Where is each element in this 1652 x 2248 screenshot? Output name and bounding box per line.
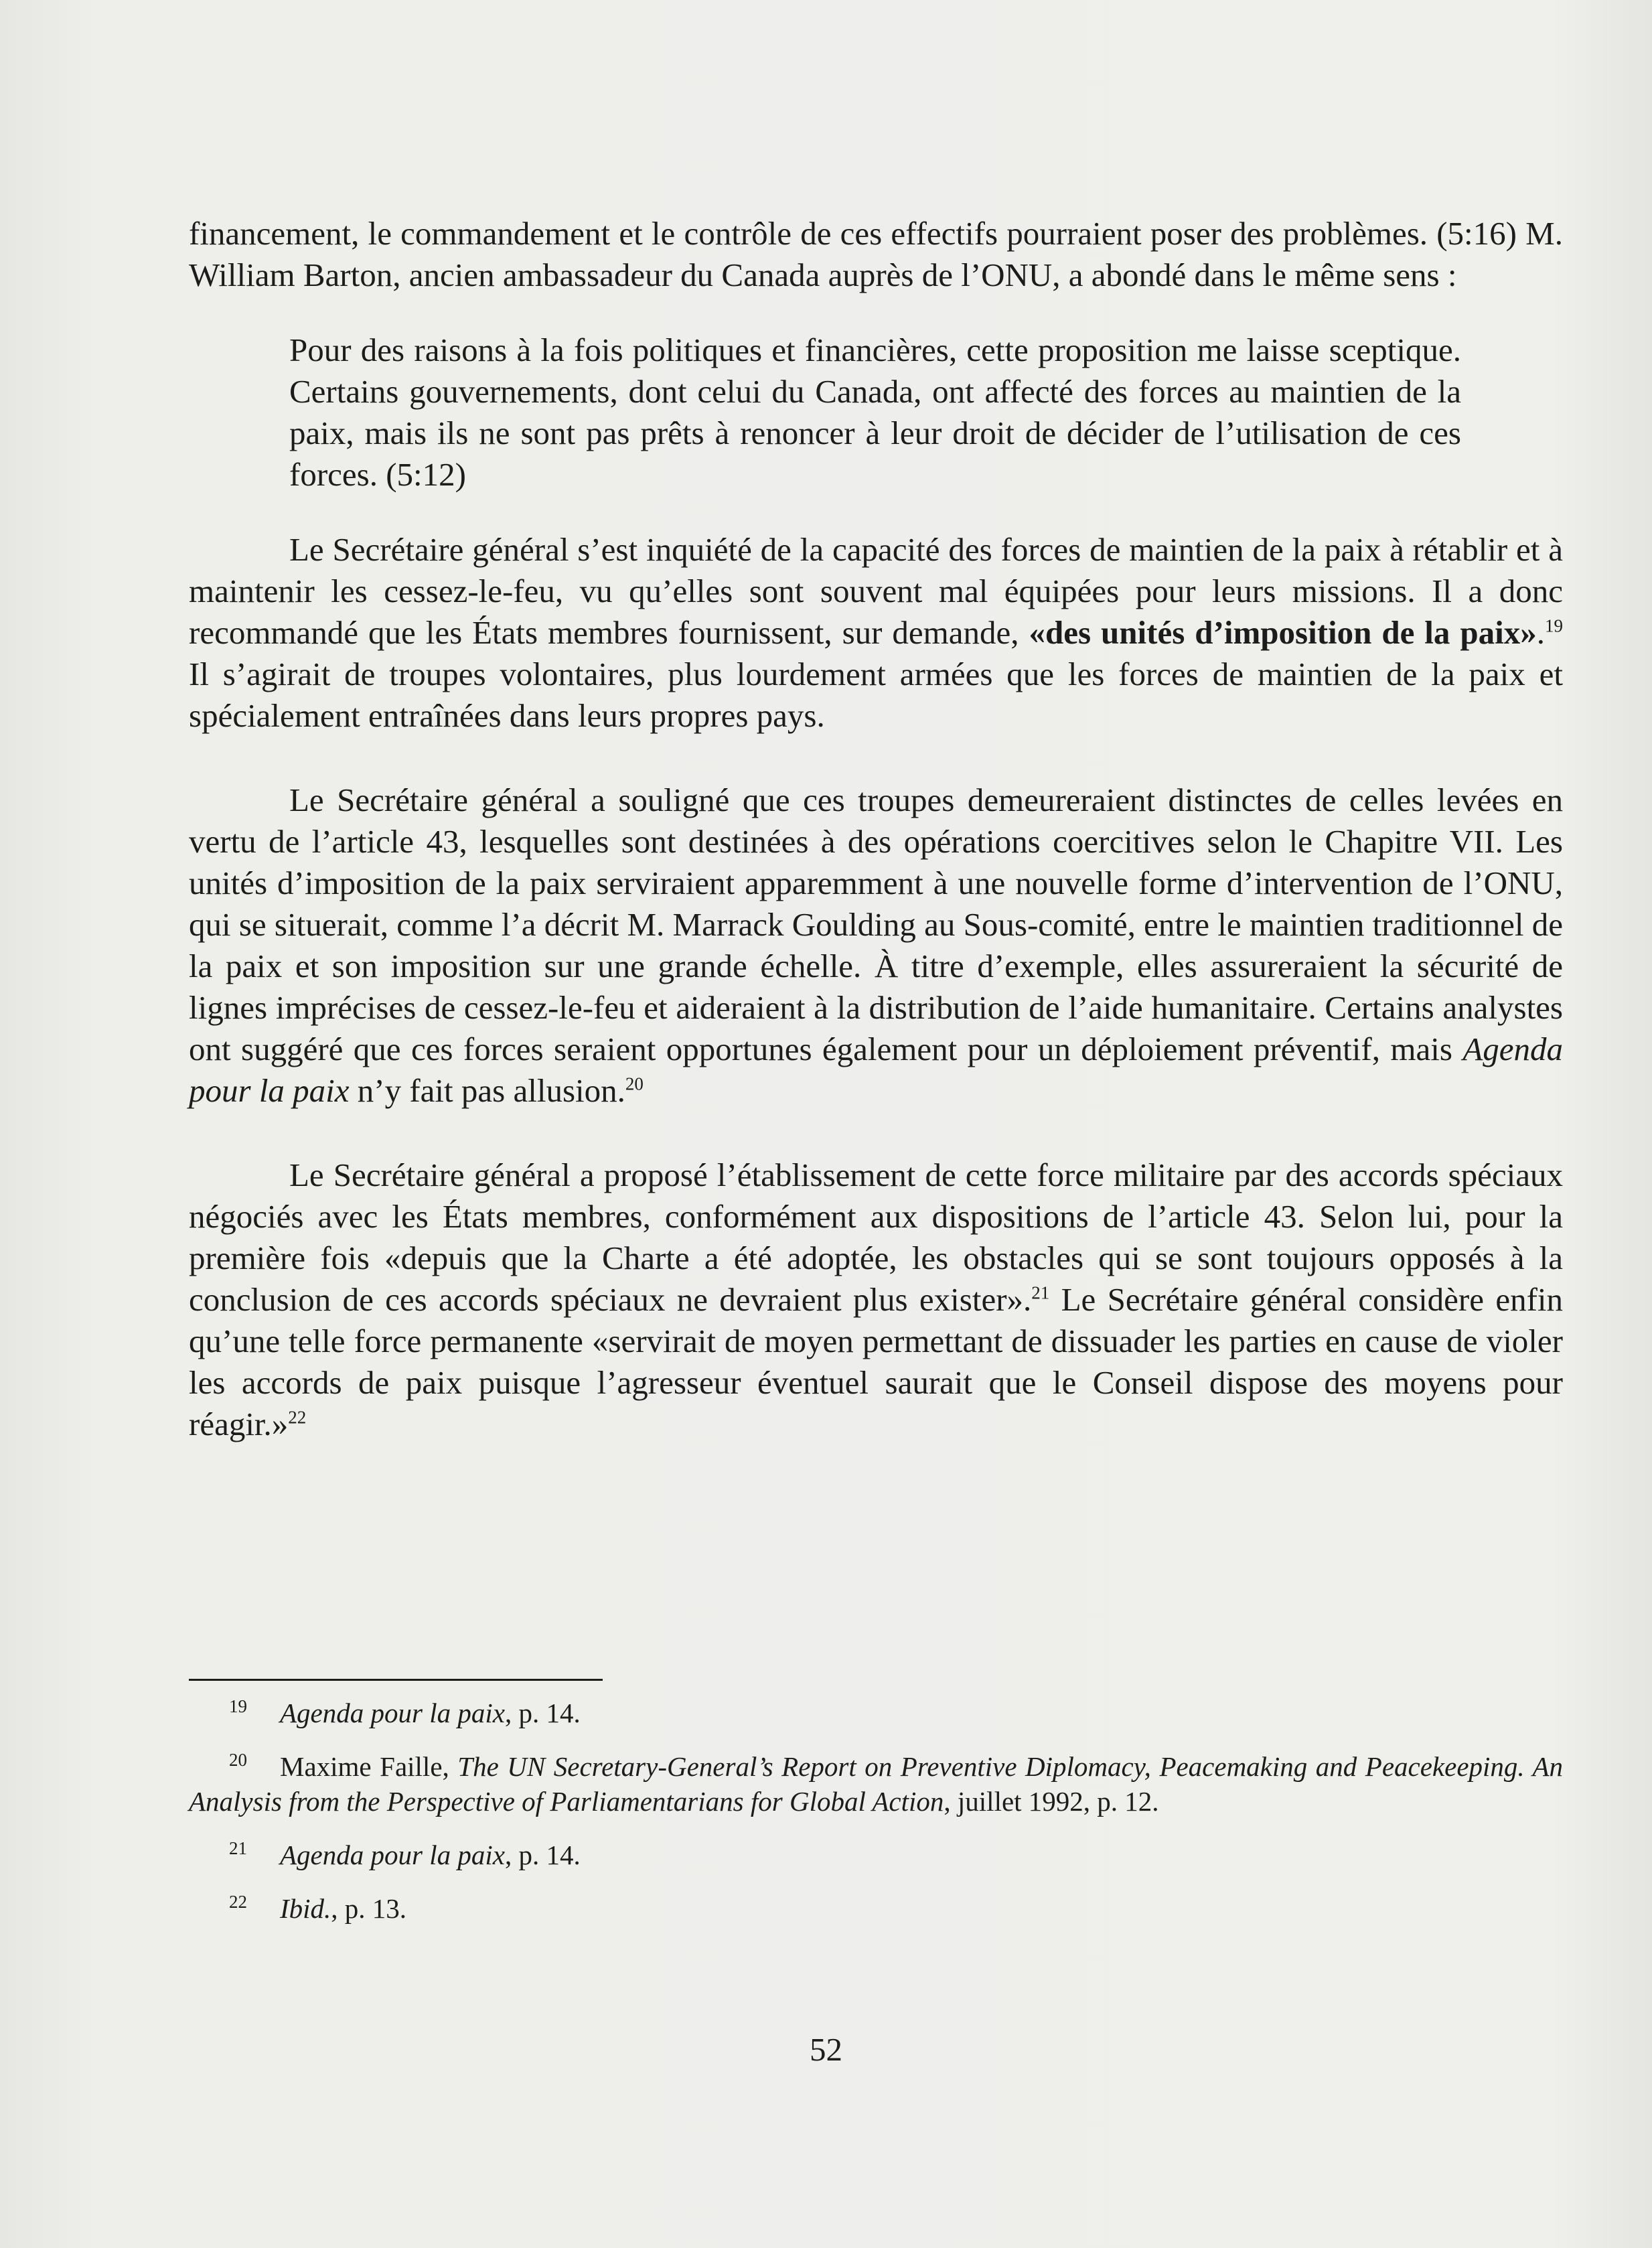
footnotes [189, 1696, 1563, 1945]
footnote-19: 19 Agenda pour la paix, p. 14. [229, 1696, 581, 1728]
paragraph-text: Le Secrétaire général a proposé l’établissement de cette force militaire par des accords spéciaux négociés avec les États membres, conformément aux dispositions de l’article 43. Selon lui, pour la première fois «depuis que la Charte a été adoptée, les obstacles qui se sont toujours opposés à la conclusion de ces accords spéciaux ne devraient plus exister». [189, 1156, 1563, 1318]
block-quote [289, 329, 1461, 496]
footnote-21: 21 Agenda pour la paix, p. 14. [229, 1838, 581, 1870]
footnote-italic: The UN Secretary-General’s Report on Preventive Diplomacy, Peacemaking and Peacekeeping. An Analysis from the Perspective of Parliamentarians for Global Action [189, 1751, 1563, 1817]
paragraph-special-agreements [189, 1154, 1563, 1445]
footnote-text: , p. 14. [504, 1840, 581, 1870]
footnote-italic: Ibid. [280, 1893, 331, 1924]
paragraph-text: Le Secrétaire général s’est inquiété de la capacité des forces de maintien de la paix à rétablir et à maintenir les cessez-le-feu, vu qu’elles sont souvent mal équipées pour leurs missions. Il a donc recommandé que les États membres fournissent, sur demande, [189, 531, 1563, 651]
footnote-22: 22 Ibid., p. 13. [229, 1892, 407, 1924]
paragraph-text: financement, le commandement et le contrôle de ces effectifs pourraient poser des problèmes. (5:16) M. William Barton, ancien ambassadeur du Canada auprès de l’ONU, a abondé dans le même sens : [189, 215, 1563, 293]
footnote-marker: 22 [288, 1407, 307, 1428]
paragraph-continuation [189, 213, 1563, 296]
body-text [189, 213, 1563, 1445]
paragraph-peace-enforcement-units [189, 529, 1563, 737]
quote-text: Pour des raisons à la fois politiques et financières, cette proposition me laisse sceptique. Certains gouvernements, dont celui du Canada, ont affecté des forces au maintien de la paix, mais ils ne sont pas prêts à renoncer à leur droit de décider de l’utilisation de ces forces. (5:12) [289, 331, 1461, 493]
footnote-text: , p. 14. [504, 1698, 581, 1728]
footnote-text: , p. 13. [331, 1893, 407, 1924]
footnote-marker: 20 [625, 1073, 644, 1094]
bold-term: «des unités d’imposition de la paix» [1029, 614, 1537, 651]
footnote-italic: Agenda pour la paix [280, 1698, 505, 1728]
italic-title: Agenda pour la paix [189, 1031, 1563, 1109]
footnote-text: , juillet 1992, p. 12. [944, 1786, 1159, 1817]
paragraph-text: Le Secrétaire général a souligné que ces troupes demeureraient distinctes de celles levées en vertu de l’article 43, lesquelles sont destinées à des opérations coercitives selon le Chapitre VII. Les unités d’imposition de la paix serviraient apparemment à une nouvelle forme d’intervention de l’ONU, qui se situerait, comme l’a décrit M. Marrack Goulding au Sous-comité, entre le maintien traditionnel de la paix et son imposition sur une grande échelle. À titre d’exemple, elles assureraient la sécurité de lignes imprécises de cessez-le-feu et aideraient à la distribution de l’aide humanitaire. Certains analystes ont suggéré que ces forces seraient opportunes également pour un déploiement préventif, mais [189, 781, 1563, 1067]
paragraph-text: Le Secrétaire général considère enfin qu’une telle force permanente «servirait de moyen permettant de dissuader les parties en cause de violer les accords de paix puisque l’agresseur éventuel saurait que le Conseil dispose des moyens pour réagir.» [189, 1281, 1563, 1442]
footnote-20: 20 Maxime Faille, The UN Secretary-General’s Report on Preventive Diplomacy, Peacemaking and Peacekeeping. An Analysis from the Perspective of Parliamentarians for Global Action, juillet 1992, p. 12. [189, 1750, 1563, 1817]
footnote-marker: 21 [1031, 1282, 1050, 1303]
paragraph-article-43 [189, 779, 1563, 1112]
footnote-separator [189, 1679, 603, 1681]
footnote-italic: Agenda pour la paix [280, 1840, 505, 1870]
footnote-marker: 19 [1545, 615, 1563, 636]
paragraph-text: . [1536, 614, 1545, 651]
paragraph-text: n’y fait pas allusion. [349, 1072, 625, 1109]
paragraph-text: Il s’agirait de troupes volontaires, plus lourdement armées que les forces de maintien de la paix et spécialement entraînées dans leurs propres pays. [189, 656, 1563, 734]
page-number: 52 [810, 2031, 842, 2068]
footnote-author: Maxime Faille, [280, 1751, 458, 1782]
